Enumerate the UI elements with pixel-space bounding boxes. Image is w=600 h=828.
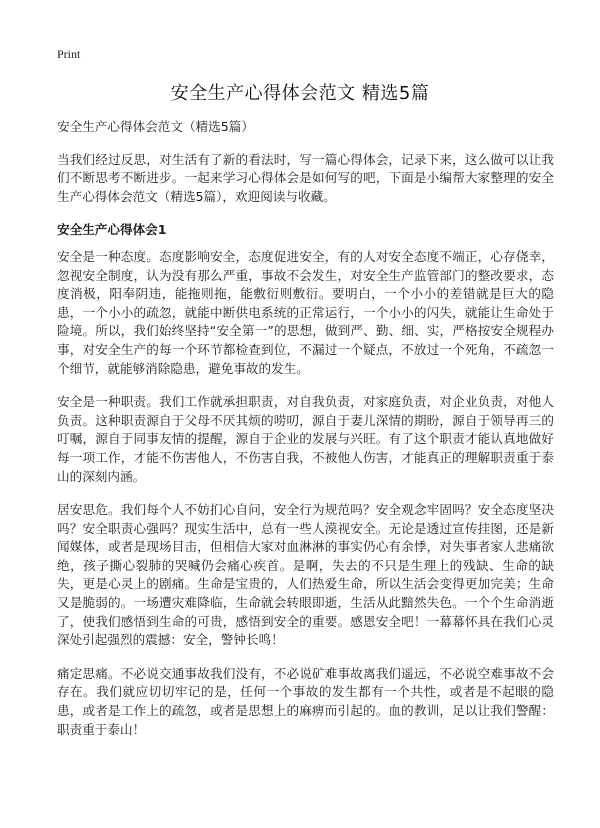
body-paragraph: 安全是一种职责。我们工作就承担职责，对自我负责，对家庭负责，对企业负责，对他人负责。这种职责源自于父母不厌其烦的唠叨，源自于妻儿深情的期盼，源自于领导再三的叮嘱，源自于同事友情的提醒，源自于企业的发展与兴旺。有了这个职责才能认真地做好每一项工作，才能不伤害他人，不伤害自我，不被他人伤害，才能真正的理解职责重于泰山的深刻内涵。: [57, 394, 554, 484]
document-subtitle: 安全生产心得体会范文（精选5篇）: [57, 119, 254, 134]
body-paragraph: 安全是一种态度。态度影响安全，态度促进安全，有的人对安全态度不端正，心存侥幸，忽视安全制度，认为没有那么严重，事故不会发生，对安全生产监管部门的整改要求，态度消极，阳奉阴违，能拖则拖，能敷衍则敷衍。要明白，一个小小的差错就是巨大的隐患，一个小小的疏忽，就能中断供电系统的正常运行，一个小小的闪失，就能让生命处于险境。所以，我们始终坚持“安全第一”的思想，做到严、勤、细、实，严格按安全规程办事，对安全生产的每一个环节都检查到位，不漏过一个疑点，不放过一个死角，不疏忽一个细节，就能够消除隐患，避免事故的发生。: [57, 248, 554, 376]
body-paragraph: 居安思危。我们每个人不妨扪心自问，安全行为规范吗？安全观念牢固吗？安全态度坚决吗？安全职责心强吗？现实生活中，总有一些人漠视安全。无论是透过宣传挂图，还是新闻媒体，或者是现场目击，但相信大家对血淋淋的事实仍心有余悸，对失事者家人悲痛欲绝，孩子撕心裂肺的哭喊仍会痛心疾首。是啊，失去的不只是生理上的残缺、生命的缺失，更是心灵上的剧痛。生命是宝贵的，人们热爱生命，所以生活会变得更加完美；生命又是脆弱的。一场遭灾难降临，生命就会转眼即逝，生活从此黯然失色。一个个生命消逝了，使我们感悟到生命的可贵，感悟到安全的重要。感恩安全吧！一幕幕怀具在我们心灵深处引起强烈的震撼：安全，警钟长鸣！: [57, 502, 554, 648]
body-paragraph: 痛定思痛。不必说交通事故我们没有，不必说矿难事故离我们遥远，不必说空难事故不会存在。我们就应切切牢记的是，任何一个事故的发生都有一个共性，或者是不起眼的隐患，或者是工作上的疏忽，或者是思想上的麻痹而引起的。血的教训，足以让我们警醒：职责重于泰山！: [57, 665, 554, 737]
section-heading: 安全生产心得体会1: [57, 222, 167, 238]
document-title: 安全生产心得体会范文 精选5篇: [170, 83, 430, 104]
print-link[interactable]: Print: [57, 47, 81, 61]
intro-paragraph: 当我们经过反思，对生活有了新的看法时，写一篇心得体会，记录下来，这么做可以让我们不断思考不断进步。一起来学习心得体会是如何写的吧，下面是小编帮大家整理的安全生产心得体会范文（精选5篇），欢迎阅读与收藏。: [57, 151, 554, 204]
document-body: [57, 118, 554, 754]
